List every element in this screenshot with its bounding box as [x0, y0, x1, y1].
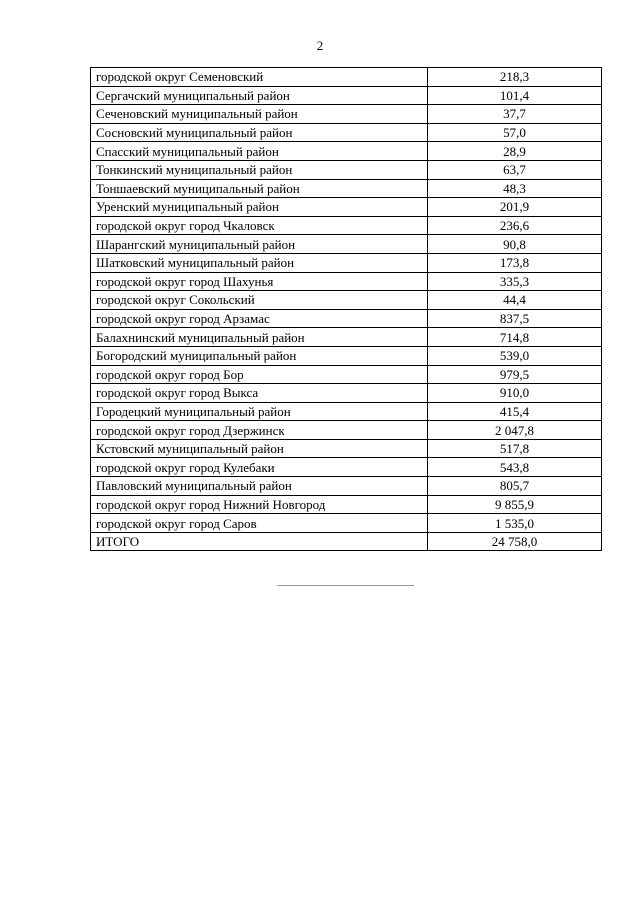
- amount-value-cell: 714,8: [428, 328, 602, 347]
- table-row: [91, 160, 602, 179]
- table-row: [91, 272, 602, 291]
- municipality-name-cell: Павловский муниципальный район: [91, 477, 428, 496]
- table-row: [91, 235, 602, 254]
- amount-value-cell: 37,7: [428, 105, 602, 124]
- total-row: [91, 532, 602, 551]
- amount-value-cell: 517,8: [428, 439, 602, 458]
- table-row: [91, 346, 602, 365]
- table-body: [91, 68, 602, 551]
- municipality-name-cell: городской округ город Выкса: [91, 384, 428, 403]
- table-row: [91, 421, 602, 440]
- table-row: [91, 495, 602, 514]
- amount-value-cell: 201,9: [428, 198, 602, 217]
- end-separator-line: [277, 585, 414, 586]
- allocation-table: [90, 67, 602, 551]
- municipality-name-cell: Шарангский муниципальный район: [91, 235, 428, 254]
- municipality-name-cell: Уренский муниципальный район: [91, 198, 428, 217]
- municipality-name-cell: ИТОГО: [91, 532, 428, 551]
- municipality-name-cell: Тоншаевский муниципальный район: [91, 179, 428, 198]
- table-row: [91, 328, 602, 347]
- amount-value-cell: 837,5: [428, 309, 602, 328]
- table-row: [91, 179, 602, 198]
- amount-value-cell: 24 758,0: [428, 532, 602, 551]
- amount-value-cell: 173,8: [428, 253, 602, 272]
- municipality-name-cell: Сергачский муниципальный район: [91, 86, 428, 105]
- municipality-name-cell: Балахнинский муниципальный район: [91, 328, 428, 347]
- municipality-name-cell: городской округ Семеновский: [91, 68, 428, 87]
- municipality-name-cell: Тонкинский муниципальный район: [91, 160, 428, 179]
- amount-value-cell: 48,3: [428, 179, 602, 198]
- amount-value-cell: 90,8: [428, 235, 602, 254]
- amount-value-cell: 218,3: [428, 68, 602, 87]
- table-row: [91, 216, 602, 235]
- table-row: [91, 291, 602, 310]
- table-row: [91, 86, 602, 105]
- municipality-name-cell: городской округ город Кулебаки: [91, 458, 428, 477]
- amount-value-cell: 63,7: [428, 160, 602, 179]
- amount-value-cell: 2 047,8: [428, 421, 602, 440]
- table-row: [91, 142, 602, 161]
- amount-value-cell: 28,9: [428, 142, 602, 161]
- municipality-name-cell: городской округ город Шахунья: [91, 272, 428, 291]
- municipality-name-cell: городской округ город Бор: [91, 365, 428, 384]
- amount-value-cell: 543,8: [428, 458, 602, 477]
- municipality-name-cell: Городецкий муниципальный район: [91, 402, 428, 421]
- amount-value-cell: 910,0: [428, 384, 602, 403]
- table-row: [91, 253, 602, 272]
- table-row: [91, 365, 602, 384]
- municipality-name-cell: Сосновский муниципальный район: [91, 123, 428, 142]
- table-row: [91, 384, 602, 403]
- amount-value-cell: 979,5: [428, 365, 602, 384]
- table-row: [91, 198, 602, 217]
- municipality-name-cell: Спасский муниципальный район: [91, 142, 428, 161]
- municipality-name-cell: городской округ город Арзамас: [91, 309, 428, 328]
- amount-value-cell: 415,4: [428, 402, 602, 421]
- table-row: [91, 123, 602, 142]
- table-row: [91, 68, 602, 87]
- table-row: [91, 105, 602, 124]
- table-row: [91, 514, 602, 533]
- municipality-name-cell: городской округ Сокольский: [91, 291, 428, 310]
- amount-value-cell: 9 855,9: [428, 495, 602, 514]
- amount-value-cell: 57,0: [428, 123, 602, 142]
- amount-value-cell: 1 535,0: [428, 514, 602, 533]
- table-row: [91, 477, 602, 496]
- page-number: 2: [316, 38, 324, 53]
- amount-value-cell: 236,6: [428, 216, 602, 235]
- amount-value-cell: 539,0: [428, 346, 602, 365]
- municipality-name-cell: городской округ город Нижний Новгород: [91, 495, 428, 514]
- amount-value-cell: 44,4: [428, 291, 602, 310]
- table-row: [91, 402, 602, 421]
- amount-value-cell: 101,4: [428, 86, 602, 105]
- municipality-name-cell: городской округ город Чкаловск: [91, 216, 428, 235]
- municipality-name-cell: Богородский муниципальный район: [91, 346, 428, 365]
- municipality-name-cell: городской округ город Дзержинск: [91, 421, 428, 440]
- municipality-name-cell: городской округ город Саров: [91, 514, 428, 533]
- municipality-name-cell: Шатковский муниципальный район: [91, 253, 428, 272]
- municipality-name-cell: Кстовский муниципальный район: [91, 439, 428, 458]
- amount-value-cell: 805,7: [428, 477, 602, 496]
- amount-value-cell: 335,3: [428, 272, 602, 291]
- table-row: [91, 309, 602, 328]
- municipality-name-cell: Сеченовский муниципальный район: [91, 105, 428, 124]
- table-row: [91, 458, 602, 477]
- table-row: [91, 439, 602, 458]
